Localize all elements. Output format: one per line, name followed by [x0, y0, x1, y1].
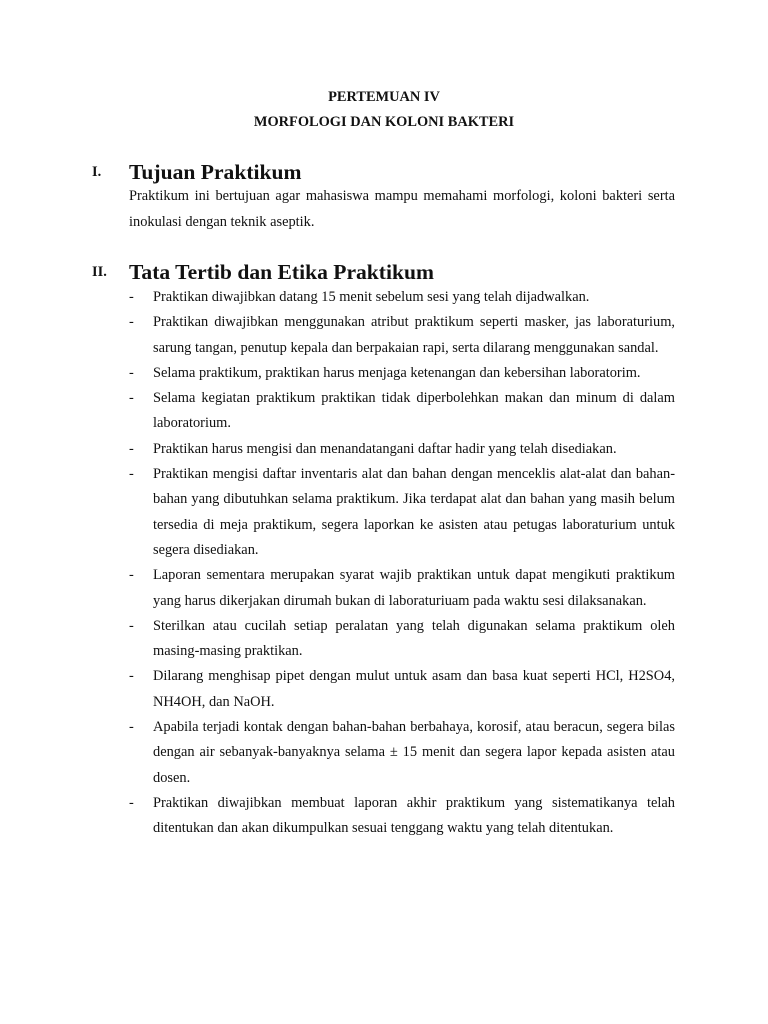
- list-item-text: Selama praktikum, praktikan harus menjaga ketenangan dan kebersihan laboratorim.: [153, 364, 641, 381]
- section-1-title: Tujuan Praktikum: [129, 160, 302, 184]
- list-item-text: Praktikan harus mengisi dan menandatangani daftar hadir yang telah disediakan.: [153, 440, 617, 457]
- section-2-number: II.: [92, 264, 107, 280]
- list-item: [129, 437, 675, 462]
- section-1-paragraph: Praktikum ini bertujuan agar mahasiswa mampu memahami morfologi, koloni bakteri serta inokulasi dengan teknik aseptik.: [129, 188, 675, 230]
- document-heading-topic: MORFOLOGI DAN KOLONI BAKTERI: [253, 114, 515, 130]
- bullet-dash: -: [129, 289, 134, 305]
- bullet-dash: -: [129, 314, 134, 331]
- list-item: [129, 614, 675, 665]
- bullet-dash: -: [129, 364, 134, 381]
- bullet-dash: -: [129, 567, 134, 584]
- list-item: [129, 462, 675, 563]
- list-item-text: Dilarang menghisap pipet dengan mulut untuk asam dan basa kuat seperti HCl, H2SO4, NH4OH, dan NaOH.: [153, 668, 675, 710]
- bullet-dash: -: [129, 466, 134, 483]
- bullet-dash: -: [129, 794, 134, 811]
- list-item-text: Laporan sementara merupakan syarat wajib praktikan untuk dapat mengikuti praktikum yang harus dikerjakan dirumah bukan di laboraturiuam pada waktu sesi dilaksanakan.: [153, 567, 675, 609]
- section-1-number: I.: [92, 164, 102, 180]
- bullet-dash: -: [129, 390, 134, 407]
- list-item: [129, 310, 675, 361]
- bullet-dash: -: [129, 719, 134, 736]
- list-item: [129, 361, 675, 386]
- list-item: [129, 664, 675, 715]
- list-item: [129, 386, 675, 437]
- list-item-text: Selama kegiatan praktikum praktikan tidak diperbolehkan makan dan minum di dalam laboratorium.: [153, 390, 675, 432]
- rules-list: [129, 285, 675, 842]
- list-item-text: Praktikan diwajibkan membuat laporan akhir praktikum yang sistematikanya telah ditentukan dan akan dikumpulkan sesuai tenggang waktu yang telah ditentukan.: [153, 794, 675, 837]
- list-item: [129, 285, 675, 310]
- section-2-title: Tata Tertib dan Etika Praktikum: [129, 260, 434, 284]
- list-item: [129, 715, 675, 791]
- document-heading-meeting: PERTEMUAN IV: [328, 89, 440, 105]
- list-item-text: Apabila terjadi kontak dengan bahan-bahan berbahaya, korosif, atau beracun, segera bilas dengan air sebanyak-banyaknya selama ± 15 menit dan segera lapor kepada asisten atau dosen.: [153, 719, 675, 786]
- list-item: [129, 791, 675, 842]
- bullet-dash: -: [129, 617, 134, 634]
- list-item-text: Praktikan diwajibkan datang 15 menit sebelum sesi yang telah dijadwalkan.: [153, 289, 590, 305]
- list-item-text: Praktikan diwajibkan menggunakan atribut praktikum seperti masker, jas laboraturium, sarung tangan, penutup kepala dan berpakaian rapi, serta dilarang menggunakan sandal.: [153, 314, 675, 356]
- list-item: [129, 563, 675, 614]
- bullet-dash: -: [129, 440, 134, 457]
- list-item-text: Praktikan mengisi daftar inventaris alat dan bahan dengan menceklis alat-alat dan bahan-bahan yang dibutuhkan selama praktikum. Jika terdapat alat dan bahan yang masih belum tersedia di meja praktikum, segera laporkan ke asisten atau petugas laboraturium untuk segera disediakan.: [153, 466, 675, 558]
- list-item-text: Sterilkan atau cucilah setiap peralatan yang telah digunakan selama praktikum oleh masing-masing praktikan.: [153, 617, 675, 660]
- bullet-dash: -: [129, 668, 134, 685]
